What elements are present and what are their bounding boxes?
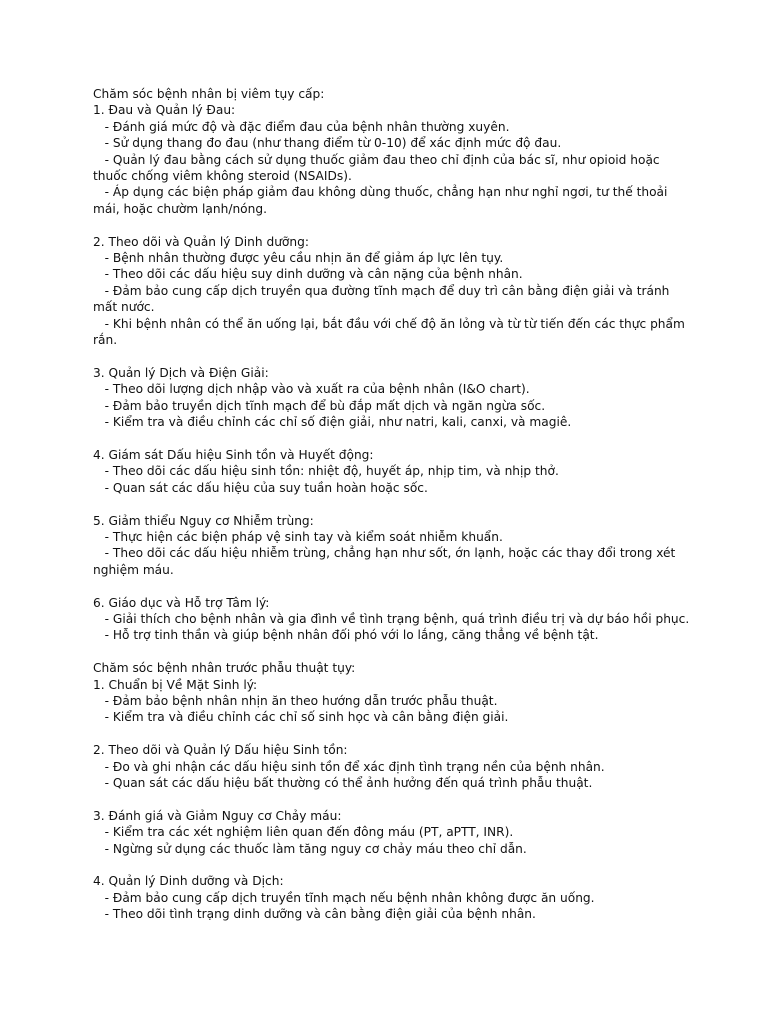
list-item: - Quan sát các dấu hiệu bất thường có thể ảnh hưởng đến quá trình phẫu thuật. bbox=[93, 775, 593, 790]
group-heading: 5. Giảm thiểu Nguy cơ Nhiễm trùng: bbox=[93, 513, 314, 528]
group-heading: 3. Quản lý Dịch và Điện Giải: bbox=[93, 365, 269, 380]
list-item: - Hỗ trợ tinh thần và giúp bệnh nhân đối phó với lo lắng, căng thẳng về bệnh tật. bbox=[93, 628, 599, 643]
paragraph-gap bbox=[93, 348, 693, 364]
list-item: - Quan sát các dấu hiệu của suy tuần hoàn hoặc sốc. bbox=[93, 480, 428, 495]
paragraph-gap bbox=[93, 496, 693, 512]
list-item: - Theo dõi các dấu hiệu suy dinh dưỡng và cân nặng của bệnh nhân. bbox=[93, 267, 523, 282]
group-heading: 4. Giám sát Dấu hiệu Sinh tồn và Huyết động: bbox=[93, 447, 374, 462]
section-title: Chăm sóc bệnh nhân bị viêm tụy cấp: bbox=[93, 87, 325, 101]
list-item: - Đảm bảo cung cấp dịch truyền tĩnh mạch nếu bệnh nhân không được ăn uống. bbox=[93, 890, 595, 905]
list-item: - Kiểm tra các xét nghiệm liên quan đến đông máu (PT, aPTT, INR). bbox=[93, 825, 514, 840]
group-heading: 2. Theo dõi và Quản lý Dinh dưỡng: bbox=[93, 234, 309, 249]
group-heading: 2. Theo dõi và Quản lý Dấu hiệu Sinh tồn: bbox=[93, 743, 348, 758]
list-item: - Khi bệnh nhân có thể ăn uống lại, bắt đầu với chế độ ăn lỏng và từ từ tiến đến các thực phẩm rắn. bbox=[93, 316, 689, 348]
list-item: - Theo dõi tình trạng dinh dưỡng và cân bằng điện giải của bệnh nhân. bbox=[93, 907, 536, 922]
list-item: - Kiểm tra và điều chỉnh các chỉ số sinh học và cân bằng điện giải. bbox=[93, 710, 509, 725]
list-item: - Quản lý đau bằng cách sử dụng thuốc giảm đau theo chỉ định của bác sĩ, như opioid hoặc thuốc chống viêm không steroid (NSAIDs). bbox=[93, 152, 664, 184]
group-heading: 6. Giáo dục và Hỗ trợ Tâm lý: bbox=[93, 595, 270, 610]
list-item: - Theo dõi các dấu hiệu nhiễm trùng, chẳng hạn như sốt, ớn lạnh, hoặc các thay đổi trong xét nghiệm máu. bbox=[93, 546, 680, 577]
list-item: - Giải thích cho bệnh nhân và gia đình về tình trạng bệnh, quá trình điều trị và dự báo hồi phục. bbox=[93, 611, 690, 626]
paragraph-gap bbox=[93, 857, 693, 873]
list-item: - Theo dõi lượng dịch nhập vào và xuất ra của bệnh nhân (I&O chart). bbox=[93, 382, 530, 397]
list-item: - Đo và ghi nhận các dấu hiệu sinh tồn để xác định tình trạng nền của bệnh nhân. bbox=[93, 759, 605, 774]
group-heading: 1. Chuẩn bị Về Mặt Sinh lý: bbox=[93, 677, 258, 692]
group-heading: 4. Quản lý Dinh dưỡng và Dịch: bbox=[93, 874, 284, 889]
list-item: - Thực hiện các biện pháp vệ sinh tay và kiểm soát nhiễm khuẩn. bbox=[93, 529, 503, 544]
group-heading: 3. Đánh giá và Giảm Nguy cơ Chảy máu: bbox=[93, 808, 342, 823]
group-heading: 1. Đau và Quản lý Đau: bbox=[93, 103, 236, 118]
document-page bbox=[93, 86, 693, 923]
list-item: - Theo dõi các dấu hiệu sinh tồn: nhiệt độ, huyết áp, nhịp tim, và nhịp thở. bbox=[93, 464, 559, 479]
list-item: - Kiểm tra và điều chỉnh các chỉ số điện giải, như natri, kali, canxi, và magiê. bbox=[93, 415, 572, 430]
paragraph-gap bbox=[93, 726, 693, 742]
list-item: - Đảm bảo cung cấp dịch truyền qua đường tĩnh mạch để duy trì cân bằng điện giải và tránh mất nước. bbox=[93, 283, 674, 315]
list-item: - Sử dụng thang đo đau (như thang điểm từ 0-10) để xác định mức độ đau. bbox=[93, 136, 562, 151]
list-item: - Áp dụng các biện pháp giảm đau không dùng thuốc, chẳng hạn như nghỉ ngơi, tư thế thoải mái, hoặc chườm lạnh/nóng. bbox=[93, 185, 672, 216]
paragraph-gap bbox=[93, 578, 693, 594]
list-item: - Bệnh nhân thường được yêu cầu nhịn ăn để giảm áp lực lên tụy. bbox=[93, 251, 504, 266]
section-title: Chăm sóc bệnh nhân trước phẫu thuật tụy: bbox=[93, 661, 356, 676]
paragraph-gap bbox=[93, 791, 693, 807]
list-item: - Đảm bảo truyền dịch tĩnh mạch để bù đắp mất dịch và ngăn ngừa sốc. bbox=[93, 398, 546, 413]
paragraph-gap bbox=[93, 217, 693, 233]
paragraph-gap bbox=[93, 431, 693, 447]
list-item: - Đánh giá mức độ và đặc điểm đau của bệnh nhân thường xuyên. bbox=[93, 119, 510, 134]
paragraph-gap bbox=[93, 644, 693, 660]
list-item: - Đảm bảo bệnh nhân nhịn ăn theo hướng dẫn trước phẫu thuật. bbox=[93, 693, 498, 708]
list-item: - Ngừng sử dụng các thuốc làm tăng nguy cơ chảy máu theo chỉ dẫn. bbox=[93, 841, 527, 856]
